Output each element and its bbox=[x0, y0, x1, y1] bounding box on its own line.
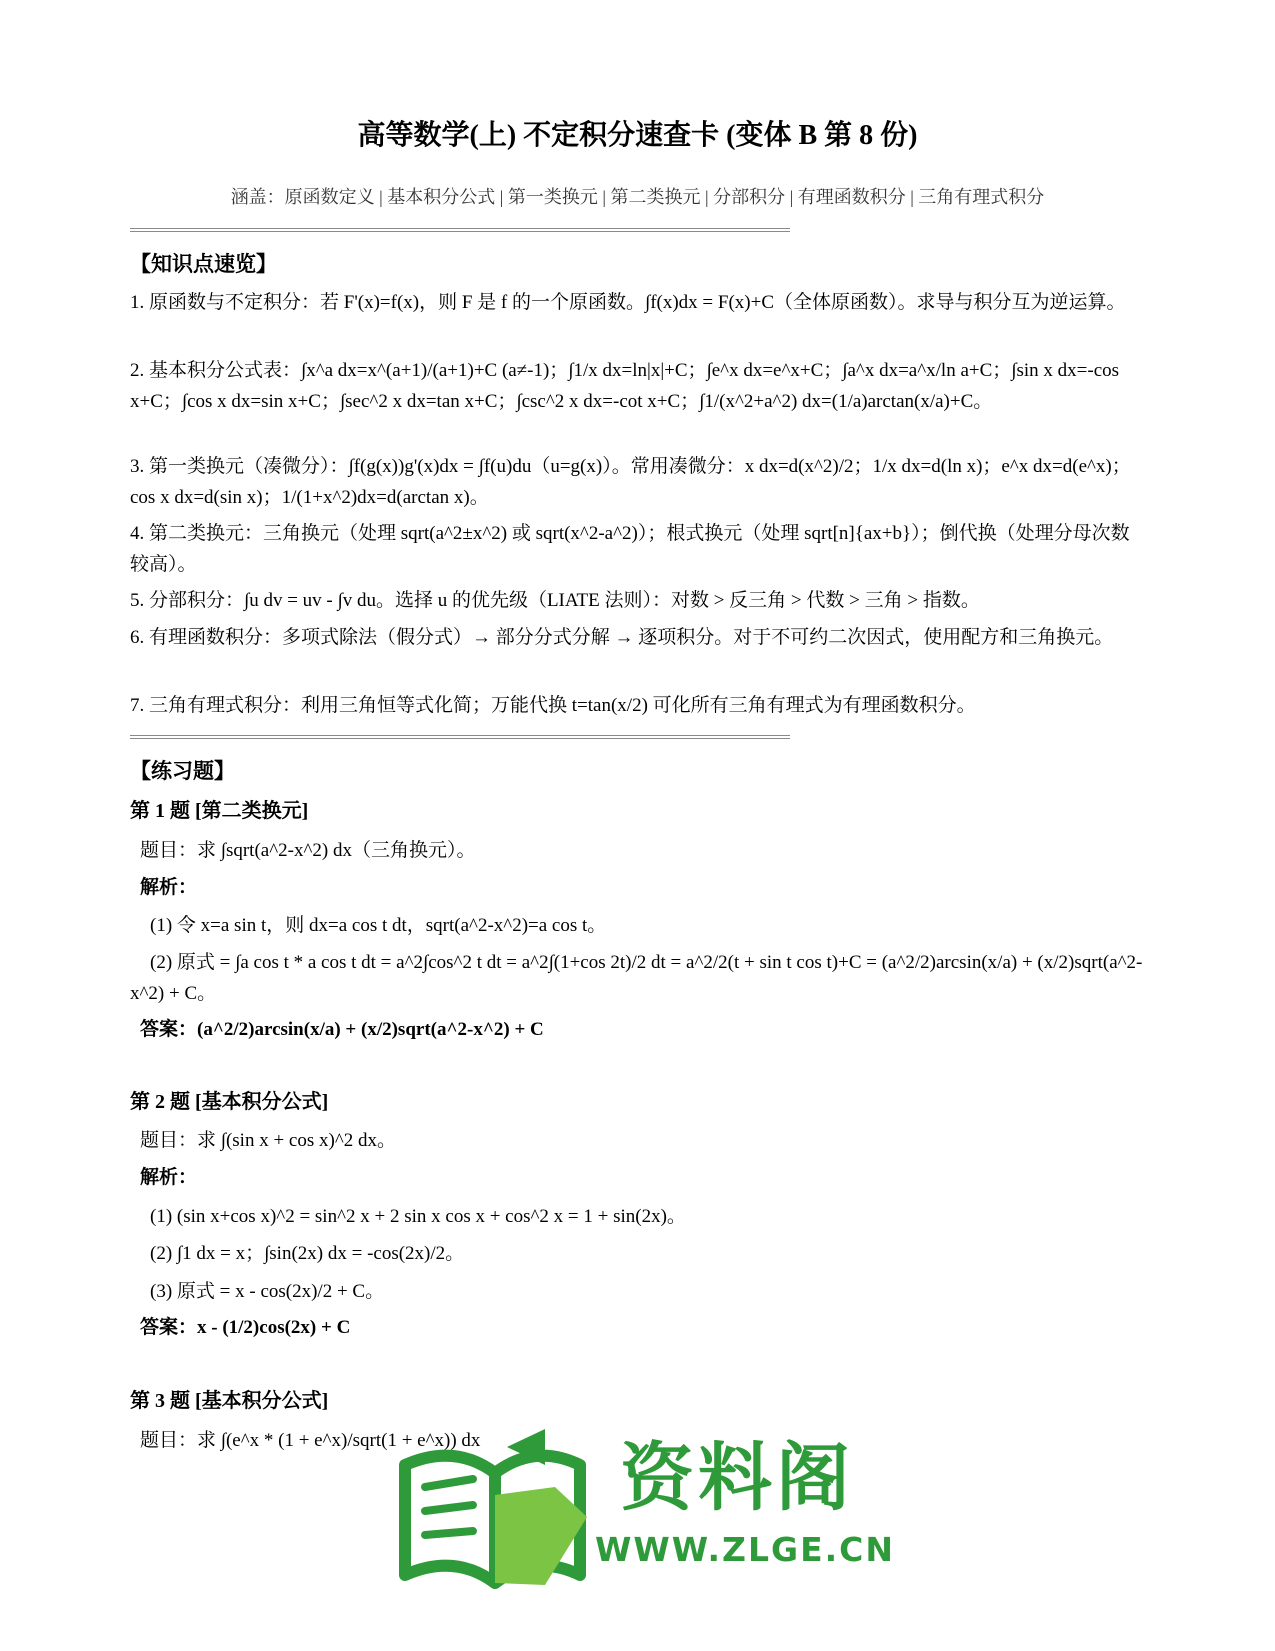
knowledge-heading: 【知识点速览】 bbox=[130, 252, 277, 276]
divider bbox=[130, 228, 790, 229]
question-1-analysis-label: 解析： bbox=[140, 877, 198, 898]
question-2-text: 题目：求 ∫(sin x + cos x)^2 dx。 bbox=[140, 1130, 396, 1151]
watermark bbox=[395, 1425, 896, 1595]
open-book-icon bbox=[395, 1425, 595, 1595]
question-1-step-2: (2) 原式 = ∫a cos t * a cos t dt = a^2∫cos^2 t dt = a^2∫(1+cos 2t)/2 dt = a^2/2(t + sin t cos t)+C = (a^2/2)arcsin(x/a) + (x/2)sqrt(a^2-x^2) + C。 bbox=[130, 952, 1143, 1004]
watermark-url: WWW.ZLGE.CN bbox=[595, 1530, 896, 1569]
page-subtitle: 涵盖：原函数定义 | 基本积分公式 | 第一类换元 | 第二类换元 | 分部积分 | 有理函数积分 | 三角有理式积分 bbox=[230, 187, 1045, 207]
question-1-answer: 答案：(a^2/2)arcsin(x/a) + (x/2)sqrt(a^2-x^2) + C bbox=[140, 1019, 544, 1040]
divider bbox=[130, 735, 790, 736]
question-2-step-1: (1) (sin x+cos x)^2 = sin^2 x + 2 sin x cos x + cos^2 x = 1 + sin(2x)。 bbox=[150, 1206, 686, 1227]
question-2-heading: 第 2 题 [基本积分公式] bbox=[130, 1091, 329, 1113]
knowledge-item-6: 6. 有理函数积分：多项式除法（假分式）→ 部分分式分解 → 逐项积分。对于不可约二次因式，使用配方和三角换元。 bbox=[130, 627, 1114, 648]
page-title: 高等数学(上) 不定积分速查卡 (变体 B 第 8 份) bbox=[357, 120, 918, 151]
knowledge-item-7: 7. 三角有理式积分：利用三角恒等式化简；万能代换 t=tan(x/2) 可化所有三角有理式为有理函数积分。 bbox=[130, 695, 976, 716]
question-1-text: 题目：求 ∫sqrt(a^2-x^2) dx（三角换元）。 bbox=[140, 840, 476, 861]
question-2-analysis-label: 解析： bbox=[140, 1167, 198, 1188]
question-1-step-1: (1) 令 x=a sin t，则 dx=a cos t dt，sqrt(a^2-x^2)=a cos t。 bbox=[150, 915, 607, 936]
question-1-heading: 第 1 题 [第二类换元] bbox=[130, 800, 309, 822]
knowledge-item-5: 5. 分部积分：∫u dv = uv - ∫v du。选择 u 的优先级（LIATE 法则）：对数 > 反三角 > 代数 > 三角 > 指数。 bbox=[130, 590, 980, 611]
knowledge-item-1: 1. 原函数与不定积分：若 F'(x)=f(x)，则 F 是 f 的一个原函数。∫f(x)dx = F(x)+C（全体原函数）。求导与积分互为逆运算。 bbox=[130, 292, 1126, 313]
watermark-text: 资料阁 bbox=[620, 1435, 854, 1521]
question-3-heading: 第 3 题 [基本积分公式] bbox=[130, 1390, 329, 1412]
question-3-text: 题目：求 ∫(e^x * (1 + e^x)/sqrt(1 + e^x)) dx bbox=[140, 1430, 481, 1451]
question-2-answer: 答案：x - (1/2)cos(2x) + C bbox=[140, 1317, 351, 1338]
practice-heading: 【练习题】 bbox=[130, 759, 235, 783]
knowledge-item-3: 3. 第一类换元（凑微分）：∫f(g(x))g'(x)dx = ∫f(u)du（u=g(x)）。常用凑微分：x dx=d(x^2)/2；1/x dx=d(ln x)；e^x dx=d(e^x)；cos x dx=d(sin x)；1/(1+x^2)dx=d(arctan x)。 bbox=[130, 456, 1131, 508]
question-2-step-2: (2) ∫1 dx = x；∫sin(2x) dx = -cos(2x)/2。 bbox=[150, 1243, 465, 1264]
knowledge-item-2: 2. 基本积分公式表：∫x^a dx=x^(a+1)/(a+1)+C (a≠-1)；∫1/x dx=ln|x|+C；∫e^x dx=e^x+C；∫a^x dx=a^x/ln a+C；∫sin x dx=-cos x+C；∫cos x dx=sin x+C；∫sec^2 x dx=tan x+C；∫csc^2 x dx=-cot x+C；∫1/(x^2+a^2) dx=(1/a)arctan(x/a)+C。 bbox=[130, 360, 1120, 412]
question-2-step-3: (3) 原式 = x - cos(2x)/2 + C。 bbox=[150, 1281, 385, 1302]
knowledge-item-4: 4. 第二类换元：三角换元（处理 sqrt(a^2±x^2) 或 sqrt(x^2-a^2)）；根式换元（处理 sqrt[n]{ax+b}）；倒代换（处理分母次数较高）。 bbox=[130, 523, 1130, 575]
